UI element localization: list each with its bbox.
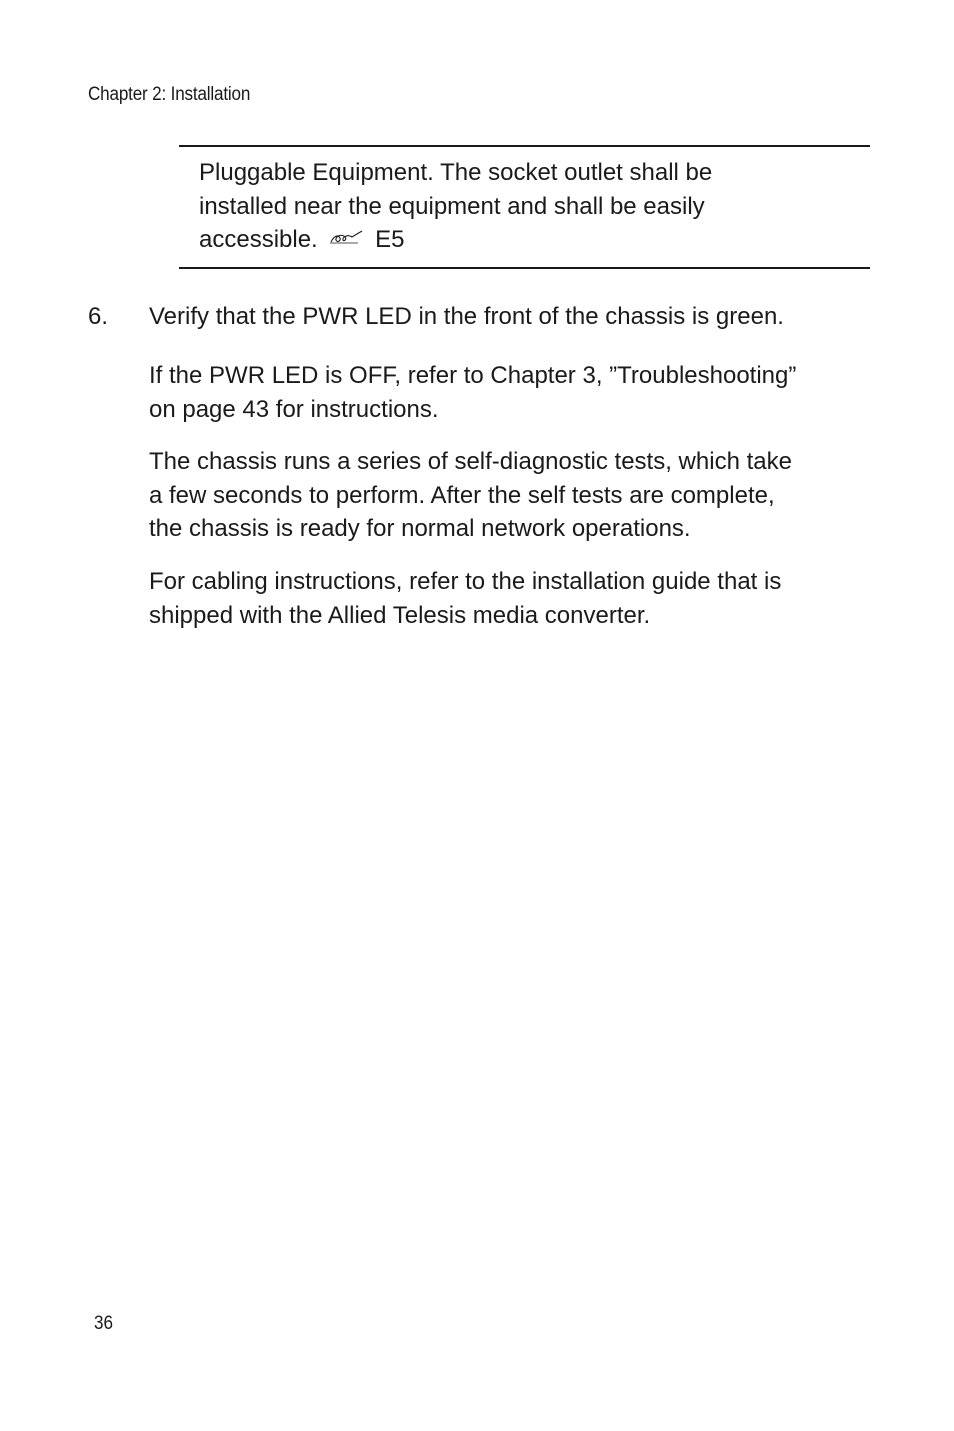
paragraph-line: on page 43 for instructions. <box>149 395 439 423</box>
running-header: Chapter 2: Installation <box>88 84 251 105</box>
paragraph-line: The chassis runs a series of self-diagnostic tests, which take <box>149 448 792 475</box>
paragraph-line: shipped with the Allied Telesis media converter. <box>149 601 651 629</box>
warning-line <box>199 223 839 257</box>
warning-line: installed near the equipment and shall be easily <box>199 192 705 220</box>
warning-box <box>179 145 870 269</box>
paragraph-line: If the PWR LED is OFF, refer to Chapter 3, ”Troubleshooting” <box>149 362 797 389</box>
translation-reference-icon <box>328 222 366 256</box>
step-instruction: Verify that the PWR LED in the front of the chassis is green. <box>149 303 784 330</box>
step-paragraph <box>149 565 874 632</box>
step-paragraph <box>149 359 874 426</box>
paragraph-line: For cabling instructions, refer to the installation guide that is <box>149 568 782 595</box>
warning-text <box>199 156 839 257</box>
warning-line-text: accessible. <box>199 226 318 253</box>
warning-line: Pluggable Equipment. The socket outlet shall be <box>199 159 713 186</box>
step-number: 6. <box>88 303 109 330</box>
translation-code: E5 <box>375 226 405 253</box>
step-paragraph <box>149 445 874 546</box>
paragraph-line: the chassis is ready for normal network operations. <box>149 515 691 542</box>
page-number: 36 <box>94 1313 114 1334</box>
paragraph-line: a few seconds to perform. After the self tests are complete, <box>149 481 775 509</box>
